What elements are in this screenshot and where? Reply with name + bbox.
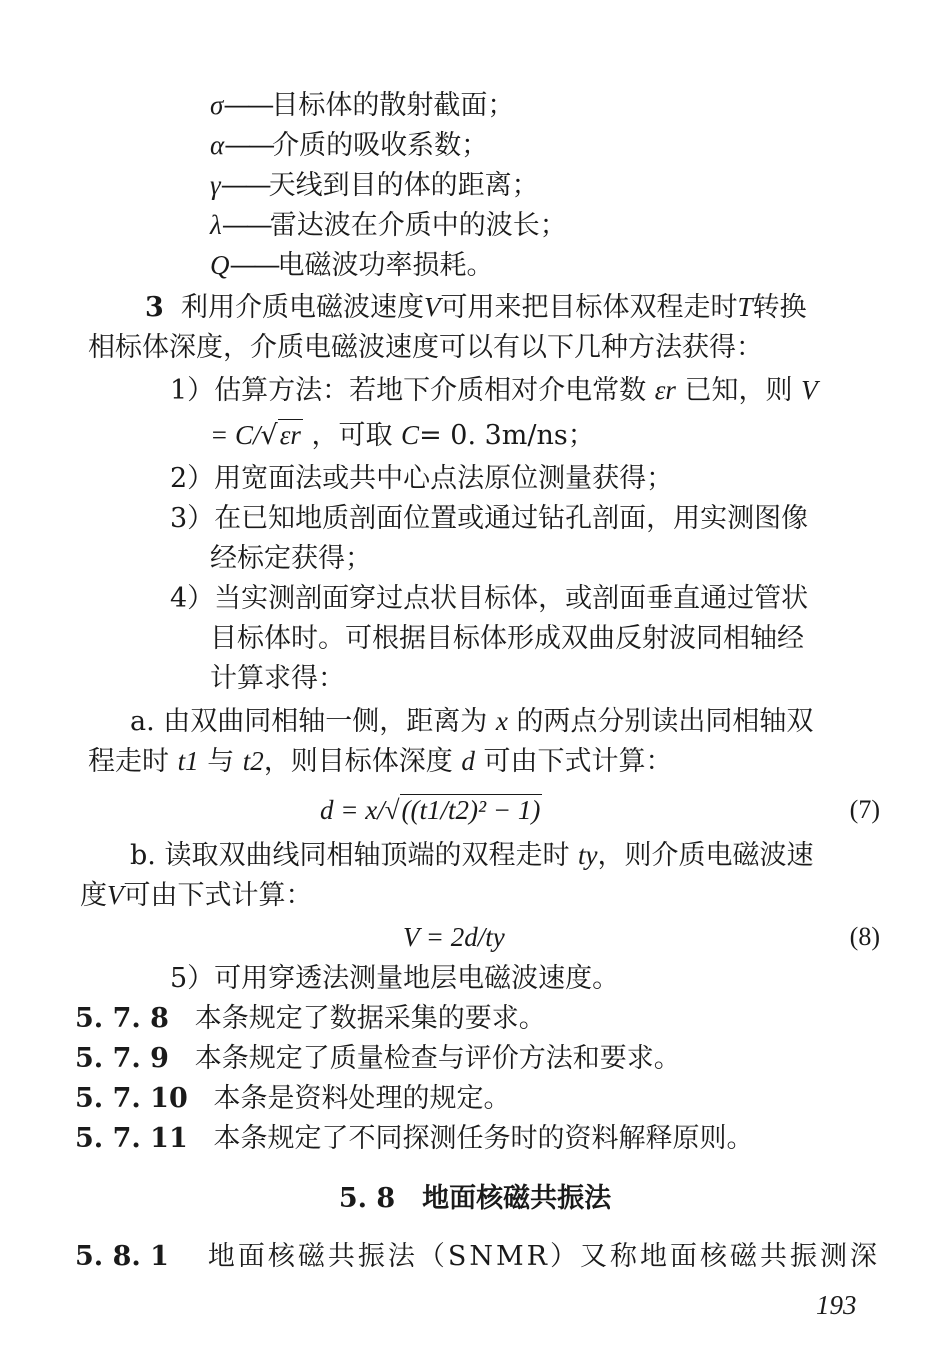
method2: 2）用宽面法或共中心点法原位测量获得；: [170, 463, 674, 494]
clause-5-7-11: 5. 7. 11 本条规定了不同探测任务时的资料解释原则。: [75, 1123, 754, 1154]
equation-7-number: (7): [849, 795, 880, 824]
definition-sigma: σ——目标体的散射截面；: [210, 90, 515, 121]
equation-8-number: (8): [849, 922, 880, 951]
subitem-a-line1: a. 由双曲同相轴一侧，距离为 x 的两点分别读出同相轴双: [130, 706, 814, 737]
definition-alpha: α——介质的吸收系数；: [210, 130, 489, 161]
definition-lambda: λ——雷达波在介质中的波长；: [210, 210, 567, 241]
clause-5-7-9: 5. 7. 9 本条规定了质量检查与评价方法和要求。: [75, 1043, 681, 1074]
equation-8: V = 2d/ty: [403, 922, 505, 952]
clause-5-7-8: 5. 7. 8 本条规定了数据采集的要求。: [75, 1003, 546, 1034]
method4-line2: 目标体时。可根据目标体形成双曲反射波同相轴经: [210, 623, 804, 654]
method1-formula: = C/√εr ，可取 C= 0. 3m/ns；: [210, 420, 595, 451]
method5: 5）可用穿透法测量地层电磁波速度。: [170, 963, 620, 994]
sqrt-symbol: √: [384, 795, 400, 825]
method3-line1: 3）在已知地质剖面位置或通过钻孔剖面，用实测图像: [170, 503, 809, 534]
item3-line2: 相标体深度，介质电磁波速度可以有以下几种方法获得：: [88, 332, 763, 363]
method4-line3: 计算求得：: [210, 663, 345, 694]
definition-q: Q——电磁波功率损耗。: [210, 250, 494, 281]
item3-line1: 3 利用介质电磁波速度V可用来把目标体双程走时T转换: [145, 292, 807, 323]
section-heading: 5. 8 地面核磁共振法: [338, 1183, 612, 1214]
clause-5-7-10: 5. 7. 10 本条是资料处理的规定。: [75, 1083, 511, 1114]
definition-gamma: γ——天线到目的体的距离；: [210, 170, 539, 201]
equation-7: d = x/√((t1/t2)² − 1): [320, 795, 541, 825]
page-number: 193: [816, 1290, 857, 1320]
clause-5-8-1: 5. 8. 1 地面核磁共振法（SNMR）又称地面核磁共振测深: [75, 1241, 880, 1272]
subitem-b-line2: 度V可由下式计算：: [80, 880, 313, 911]
subitem-b-line1: b. 读取双曲线同相轴顶端的双程走时 ty，则介质电磁波速: [130, 840, 814, 871]
method4-line1: 4）当实测剖面穿过点状目标体，或剖面垂直通过管状: [170, 583, 809, 614]
subitem-a-line2: 程走时 t1 与 t2，则目标体深度 d 可由下式计算：: [88, 746, 673, 777]
method1-line1: 1）估算方法：若地下介质相对介电常数 εr 已知，则 V: [170, 375, 818, 406]
method3-line2: 经标定获得；: [210, 543, 372, 574]
sqrt-symbol: √: [260, 420, 278, 451]
